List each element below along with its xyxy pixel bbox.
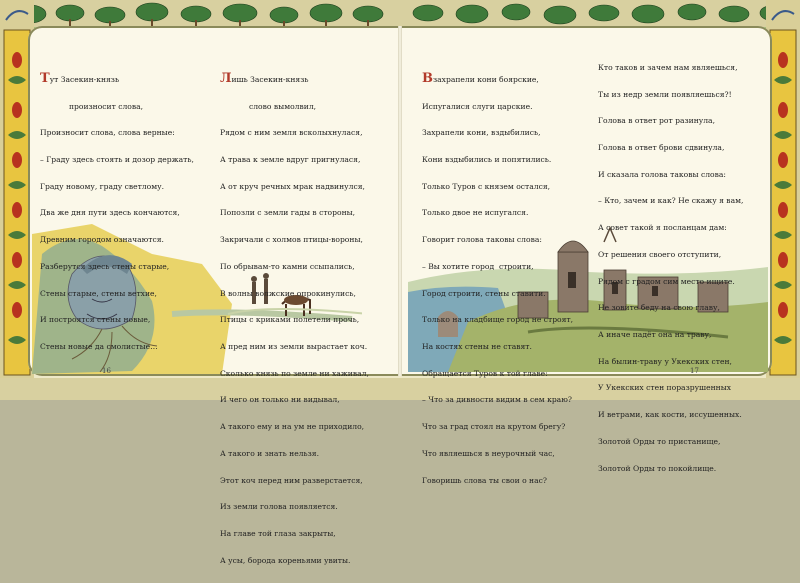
text-line: А такого и знать нельзя. [220,448,319,458]
text-line: От решения своего отступити, [598,249,722,259]
text-line: захрапели кони боярские, [433,74,539,84]
text-line: Стены старые, стены ветхие, [40,288,157,298]
text-line: – Что за дивности видим в сем краю? [422,395,572,405]
text-line: Город строити, стены ставити. [422,288,546,298]
text-line: Кто таков и зачем нам являешься, [598,62,738,72]
text-line: По обрывам-то камни ссыпались, [220,261,355,271]
left-page [0,0,400,565]
text-line: Кони вздыбились и попятились. [422,154,552,164]
text-line: И ветрами, как кости, иссушенных. [598,410,742,420]
text-line: Только Туров с князем остался, [422,181,551,191]
text-line: А иначе падёт она на траву, [598,330,712,339]
text-line: На костях стены не ставят. [422,342,532,351]
text-line: Произносит слова, слова верные: [40,128,175,138]
text-line: Золотой Орды то покойлище. [598,463,717,473]
text-line: Граду новому, граду светлому. [40,181,164,191]
text-line: Испугалися слуги царские. [422,101,533,111]
text-line: На главе той глаза закрыты, [220,529,336,539]
text-line: Птицы с криками полетели прочь, [220,315,360,325]
text-line: Только двое не испугался. [422,208,529,218]
left-page-content [28,26,400,565]
left-column-1 [40,57,194,370]
text-line: ут Засекин-князь [49,74,120,84]
text-line: – Граду здесь стоять и дозор держать, [40,154,194,164]
text-line: Только на кладбище город не строят, [422,315,574,325]
text-line: И построятся стены новые, [40,315,151,325]
text-line: И чего он только ни видывал, [220,395,340,405]
text-line: Обращается Туров к той главе: [422,368,548,378]
text-line: А от круч речных мрак надвинулся, [220,181,365,191]
text-line: слово вымолвил, [220,101,317,111]
text-line: Древним городом означаются. [40,235,164,245]
dropcap: В [422,70,433,86]
text-line: Из земли голова появляется. [220,502,338,512]
dropcap: Т [40,70,50,86]
right-page-content [400,26,772,485]
text-line: Стены новые да смолистые… [40,342,158,351]
page-number: 17 [690,367,699,375]
text-line: Этот коч перед ним разверстается, [220,475,363,485]
text-line: Сколько князь по земле ни хаживал, [220,368,369,378]
text-line: А пред ним из земли вырастает коч. [220,342,368,351]
text-line: В волны волжские опрокинулись, [220,288,356,298]
text-line: И сказала голова таковы слова: [598,169,726,179]
text-line: Рядом с градом сим место ищите. [598,276,735,286]
text-line: Не зовите беду на свою главу, [598,303,720,313]
text-line: ишь Засекин-князь [231,74,309,84]
text-line: Голова в ответ рот разинула, [598,116,715,126]
text-line: Попозли с земли гады в стороны, [220,208,356,218]
text-line: – Вы хотите город строити, [422,261,534,271]
text-line: А такого ему и на ум не приходило, [220,422,365,432]
page-number: 16 [102,367,111,375]
text-line: Говорит голова таковы слова: [422,235,542,245]
text-line: Закричали с холмов птицы-вороны, [220,235,363,245]
right-column-1 [422,57,573,503]
text-line: – Кто, зачем и как? Не скажу я вам, [598,196,744,206]
text-line: А совет такой я посланцам дам: [598,223,727,233]
dropcap: Л [220,70,232,86]
text-line: А трава к земле вдруг пригнулася, [220,154,361,164]
text-line: Голова в ответ брови сдвинула, [598,142,725,152]
left-column-2 [220,57,369,583]
text-line: Разберутся здесь стены старые, [40,261,170,271]
text-line: На былин-траву у Укекских стен, [598,356,732,366]
book-gutter [398,26,402,376]
text-line: Золотой Орды то пристанище, [598,436,721,446]
text-line: Рядом с ним земля всколыхнулася, [220,128,363,138]
text-line: Говоришь слова ты свои о нас? [422,475,547,485]
text-line: Два же дня пути здесь кончаются, [40,208,180,218]
right-column-2 [598,46,743,491]
text-line: Ты из недр земли появляешься?! [598,89,732,99]
right-page [400,0,800,485]
text-line: А усы, борода кореньями увиты. [220,555,351,565]
text-line: Что являешься в неурочный час, [422,448,555,458]
text-line: У Укекских стен поразрушенных [598,383,732,393]
text-line: Что за град стоял на крутом брегу? [422,422,566,432]
text-line: Захрапели кони, вздыбились, [422,128,541,138]
text-line: произносит слова, [40,101,144,111]
